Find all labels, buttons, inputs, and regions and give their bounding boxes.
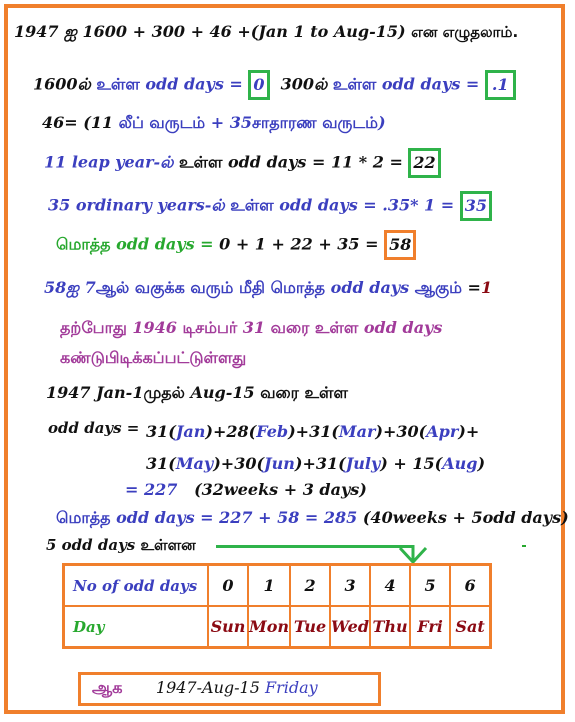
- month-aug: Aug: [442, 454, 478, 473]
- text-aug-15: Aug-15: [184, 383, 261, 402]
- month-jan: Jan: [175, 422, 206, 441]
- line-ordinary-years: [48, 191, 492, 221]
- text-ullana: உள்ளன: [140, 536, 196, 554]
- breakdown-tamil: என எழுதலாம்.: [411, 23, 519, 41]
- text-ordinary-years: 35 ordinary years-ல்: [48, 195, 231, 215]
- text-ulla-3: உள்ள: [178, 152, 223, 172]
- text-1946: 1946: [126, 318, 183, 337]
- month-sum-part: ): [477, 454, 486, 473]
- line-leap-years: [44, 148, 441, 178]
- text-32-weeks: (32weeks + 3 days): [194, 480, 367, 499]
- text-46: 46= (11: [42, 113, 119, 132]
- month-may: May: [175, 454, 214, 473]
- breakdown-expression: 1947 ஐ 1600 + 300 + 46 +(Jan 1 to Aug-15): [14, 22, 412, 41]
- stray-mark: [522, 545, 528, 549]
- text-58-by: 58ஐ 7: [44, 278, 96, 297]
- value-box-0: 0: [248, 70, 269, 100]
- text-total-tamil-2: மொத்த: [56, 508, 111, 527]
- text-upto-2: வரை உள்ள: [260, 383, 348, 402]
- text-total-285: odd days = 227 + 58 = 285: [110, 508, 363, 527]
- month-sum-part: 31(: [146, 422, 176, 441]
- month-feb: Feb: [256, 422, 289, 441]
- result-date: 1947-Aug-15: [155, 678, 265, 697]
- text-aaga: ஆக: [92, 678, 123, 697]
- text-odd-days-1: odd days =: [139, 74, 249, 94]
- line-1600-300: [33, 70, 516, 100]
- day-cell: Sat: [450, 606, 491, 648]
- line-year-breakdown: [14, 22, 518, 43]
- line-months-1: [146, 422, 479, 441]
- text-odd-days-3: odd days: [325, 278, 415, 297]
- day-cell: Mon: [248, 606, 290, 648]
- text-total-tamil: மொத்த: [56, 234, 111, 254]
- line-1947-jan-aug: [46, 383, 348, 404]
- text-ulla-1: உள்ள: [96, 74, 140, 94]
- line-46: [42, 113, 386, 134]
- text-plus-35: + 35: [205, 113, 252, 132]
- text-december: டிசம்பர்: [182, 318, 238, 337]
- odd-day-cell: 5: [410, 565, 450, 607]
- line-found-upto-1946: [60, 318, 442, 339]
- text-odd-days-2: odd days =: [376, 74, 485, 94]
- month-sum-part: )+31(: [294, 454, 346, 473]
- text-odd-days-4: odd days: [358, 318, 443, 337]
- table-row-odd-days: [64, 565, 491, 607]
- day-cell: Sun: [208, 606, 248, 648]
- text-close-paren: ): [377, 113, 386, 132]
- text-total-odd-days: odd days =: [110, 234, 220, 254]
- row-label-day: Day: [64, 606, 209, 648]
- month-sum-part: )+31(: [288, 422, 339, 441]
- value-box-58: 58: [384, 230, 416, 260]
- month-sum-part: )+30(: [375, 422, 427, 441]
- text-leap-year-tamil: லீப் வருடம்: [118, 113, 206, 132]
- line-odd-days-label: odd days =: [48, 419, 140, 437]
- day-cell: Tue: [290, 606, 330, 648]
- value-remainder: 1: [480, 278, 493, 297]
- text-ulla-2: உள்ள: [332, 74, 377, 94]
- arrow-line: [216, 545, 414, 548]
- value-box-1: .1: [485, 70, 516, 100]
- row-label-odd-days: No of odd days: [64, 565, 209, 607]
- text-5-odd-days: 5 odd days: [46, 536, 141, 554]
- text-leap-year: 11 leap year-ல்: [44, 152, 179, 172]
- text-40-weeks: (40weeks + 5odd days): [362, 508, 569, 527]
- month-mar: Mar: [338, 422, 376, 441]
- line-total-odd-days: [56, 230, 416, 260]
- line-5-odd-days: [46, 536, 196, 556]
- result-friday: Friday: [264, 678, 318, 697]
- text-ordinary-calc: odd days = .35* 1 =: [273, 195, 460, 215]
- line-227: [125, 480, 367, 499]
- line-months-2: [146, 454, 485, 473]
- value-box-22: 22: [408, 148, 440, 178]
- month-sum-part: )+30(: [213, 454, 265, 473]
- text-from: முதல்: [143, 383, 185, 402]
- text-ulla-4: உள்ள: [230, 195, 274, 215]
- value-box-35: 35: [460, 191, 492, 221]
- month-july: July: [345, 454, 381, 473]
- odd-day-cell: 2: [290, 565, 330, 607]
- odd-day-cell: 6: [450, 565, 491, 607]
- text-1947-jan: 1947 Jan-1: [46, 383, 144, 402]
- text-300: 300ல்: [280, 74, 333, 94]
- odd-day-cell: 1: [248, 565, 290, 607]
- month-apr: Apr: [426, 422, 459, 441]
- odd-day-cell: 3: [330, 565, 370, 607]
- line-total-285: [56, 508, 569, 529]
- month-sum-part: 31(: [146, 454, 176, 473]
- text-aagum: ஆகும்: [414, 278, 462, 297]
- day-cell: Wed: [330, 606, 370, 648]
- text-227: = 227: [125, 480, 178, 499]
- month-jun: Jun: [264, 454, 295, 473]
- text-1600: 1600ல்: [33, 74, 97, 94]
- odd-day-cell: 0: [208, 565, 248, 607]
- text-upto: வரை உள்ள: [270, 318, 359, 337]
- odd-day-cell: 4: [370, 565, 410, 607]
- line-found: கண்டுபிடிக்கப்பட்டுள்ளது: [60, 348, 247, 367]
- text-ordinary-year-tamil: சாதாரண வருடம்: [252, 113, 378, 132]
- day-cell: Thu: [370, 606, 410, 648]
- odd-days-table: [62, 563, 492, 649]
- text-total-calc: 0 + 1 + 22 + 35 =: [219, 234, 385, 254]
- text-31: 31: [237, 318, 271, 337]
- text-equals: =: [461, 278, 481, 297]
- text-remainder-tamil: ஆல் வகுக்க வரும் மீதி மொத்த: [95, 278, 326, 297]
- table-row-day: [64, 606, 491, 648]
- day-cell: Fri: [410, 606, 450, 648]
- text-leap-calc: odd days = 11 * 2 =: [222, 152, 409, 172]
- text-now: தற்போது: [60, 318, 127, 337]
- result-line: [92, 678, 318, 699]
- month-sum-part: ) + 15(: [380, 454, 443, 473]
- month-sum-part: )+28(: [205, 422, 257, 441]
- line-remainder: [44, 278, 492, 299]
- month-sum-part: )+: [458, 422, 480, 441]
